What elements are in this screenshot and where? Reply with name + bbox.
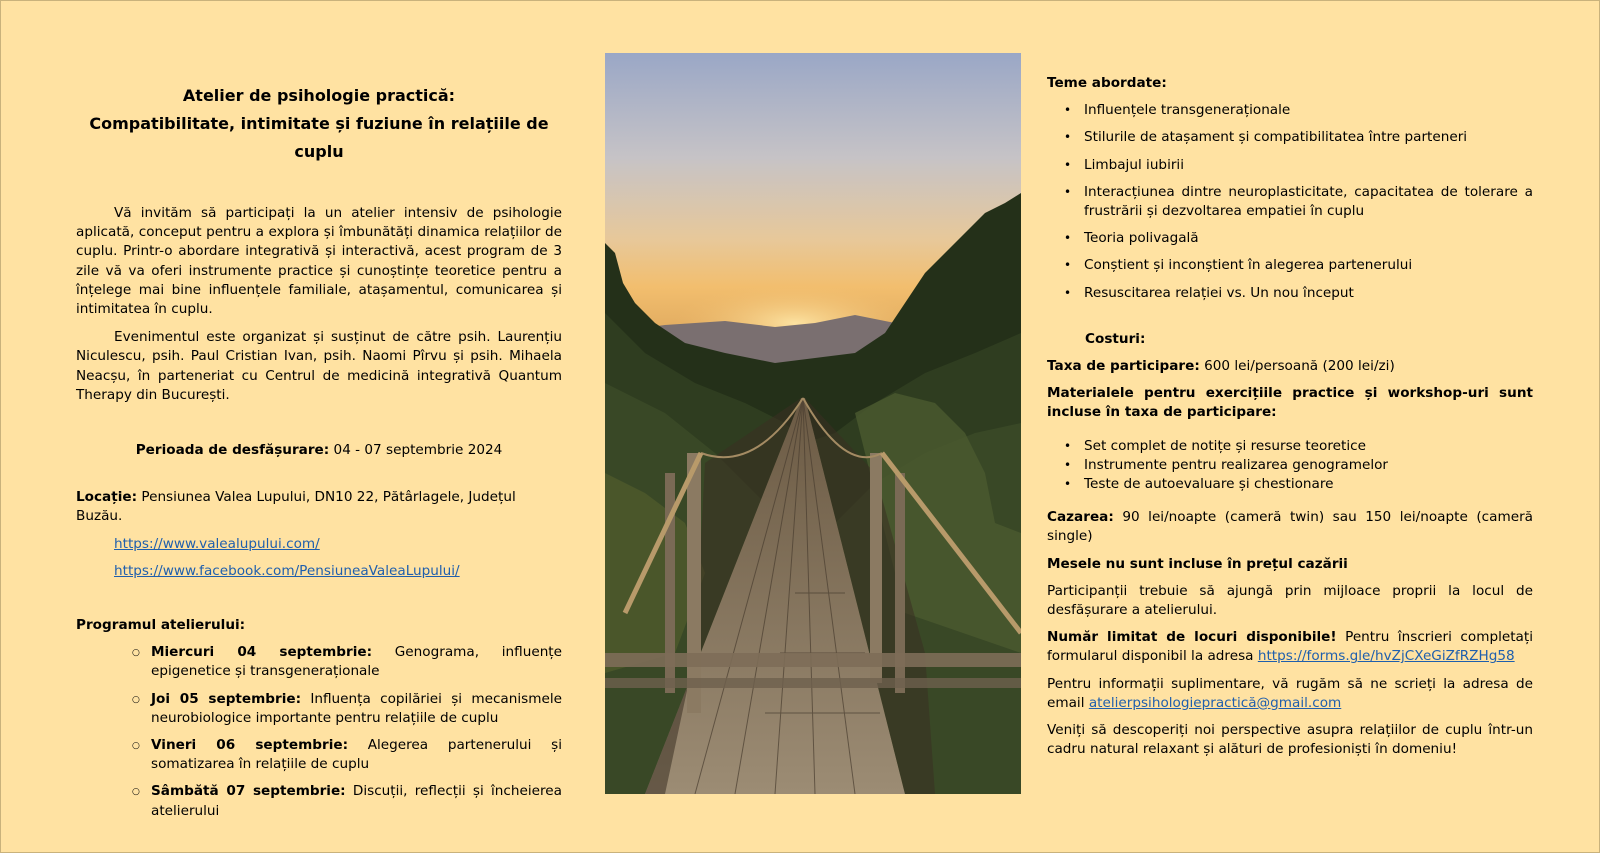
materials-list <box>1047 437 1533 495</box>
circle-bullet-icon: ○ <box>132 648 140 659</box>
bridge-photo <box>605 53 1021 794</box>
organizers-paragraph: Evenimentul este organizat și susținut de către psih. Laurențiu Niculescu, psih. Paul Cristian Ivan, psih. Naomi Pîrvu și psih. Mihaela Neacșu, în parteneriat cu Centrul de medicină integrativă Quantum Therapy din București. <box>76 329 562 403</box>
left-column <box>76 80 562 829</box>
intro-paragraph: Vă invităm să participați la un atelier intensiv de psihologie aplicată, conceput pentru a explora și îmbunătăți dinamica relațiilor de cuplu. Printr-o abordare integrativă și interactivă, acest program de 3 zile vă va oferi instrumente practice și cunoștințe teoretice pentru a înțelege mai bine influențele familiale, atașamentul, comunicarea și intimitatea în cuplu. <box>76 205 562 318</box>
circle-bullet-icon: ○ <box>132 694 140 705</box>
form-link[interactable]: https://forms.gle/hvZjCXeGiZfRZHg58 <box>1257 648 1515 665</box>
period-label: Perioada de desfășurare: <box>135 442 330 459</box>
transport-note: Participanții trebuie să ajungă prin mijloace proprii la locul de desfășurare a atelierului. <box>1047 582 1533 619</box>
circle-bullet-icon: ○ <box>132 741 140 752</box>
period-line <box>76 441 562 460</box>
topic-item: • Resuscitarea relației vs. Un nou început <box>1084 284 1533 303</box>
fee-line <box>1047 357 1533 376</box>
topic-item: • Influențele transgeneraționale <box>1084 101 1533 120</box>
meals-note: Mesele nu sunt incluse în prețul cazării <box>1047 555 1348 572</box>
program-item <box>132 736 562 774</box>
facebook-link[interactable]: https://www.facebook.com/PensiuneaValeaLupului/ <box>114 562 460 579</box>
program-item <box>132 643 562 681</box>
program-text: Influența copilăriei și mecanismele neurobiologice importante pentru relațiile de cuplu <box>151 690 562 726</box>
material-item: • Teste de autoevaluare și chestionare <box>1084 475 1533 494</box>
topic-item: • Teoria polivagală <box>1084 229 1533 248</box>
limited-text: Pentru înscrieri completați formularul disponibil la adresa <box>1047 629 1533 665</box>
period-value: 04 - 07 septembrie 2024 <box>329 442 503 459</box>
program-day: Miercuri 04 septembrie: <box>151 644 373 661</box>
program-day: Sâmbătă 07 septembrie: <box>151 783 346 800</box>
site-link-line <box>114 535 562 554</box>
program-title: Programul atelierului: <box>76 617 246 634</box>
costs-title: Costuri: <box>1085 330 1146 347</box>
topics-title: Teme abordate: <box>1047 75 1167 91</box>
program-list <box>76 643 562 821</box>
circle-bullet-icon: ○ <box>132 787 140 798</box>
title-line-2: Compatibilitate, intimitate și fuziune în relațiile de cuplu <box>89 114 549 161</box>
bullet-icon: • <box>1064 231 1072 246</box>
site-link[interactable]: https://www.valealupului.com/ <box>114 535 320 552</box>
bullet-icon: • <box>1064 184 1072 199</box>
topic-item: • Conștient și inconștient în alegerea partenerului <box>1084 256 1533 275</box>
bullet-icon: • <box>1064 103 1072 118</box>
program-text: Alegerea partenerului și somatizarea în relațiile de cuplu <box>151 737 562 773</box>
bullet-icon: • <box>1064 438 1072 453</box>
lodging-label: Cazarea: <box>1047 509 1114 526</box>
topic-item: • Stilurile de atașament și compatibilitatea între parteneri <box>1084 128 1533 147</box>
bullet-icon: • <box>1064 285 1072 300</box>
topics-list <box>1047 101 1533 303</box>
fee-value: 600 lei/persoană (200 lei/zi) <box>1199 358 1395 375</box>
email-link[interactable]: atelierpsihologiepractică@gmail.com <box>1088 694 1342 711</box>
lodging-line <box>1047 508 1533 546</box>
program-text: Discuții, reflecții și încheierea atelierului <box>151 783 563 819</box>
bullet-icon: • <box>1064 477 1072 492</box>
bullet-icon: • <box>1064 157 1072 172</box>
program-item <box>132 690 562 728</box>
location-label: Locație: <box>76 489 138 506</box>
limited-label: Număr limitat de locuri disponibile! <box>1047 629 1337 646</box>
right-column <box>1047 74 1533 759</box>
facebook-link-line <box>114 562 562 581</box>
closing-line: Veniți să descoperiți noi perspective asupra relațiilor de cuplu într-un cadru natural relaxant și alături de profesioniști în domeniu! <box>1047 722 1533 758</box>
fee-label: Taxa de participare: <box>1047 358 1200 375</box>
title-line-1: Atelier de psihologie practică: <box>182 86 456 105</box>
info-text: Pentru informații suplimentare, vă rugăm să ne scrieți la adresa de email <box>1047 675 1533 711</box>
material-item: • Instrumente pentru realizarea genogramelor <box>1084 456 1533 475</box>
materials-title: Materialele pentru exercițiile practice și workshop-uri sunt incluse în taxa de participare: <box>1047 385 1533 421</box>
bullet-icon: • <box>1064 258 1072 273</box>
bullet-icon: • <box>1064 457 1072 472</box>
program-day: Joi 05 septembrie: <box>151 690 302 707</box>
limited-seats-line <box>1047 628 1533 666</box>
location-value: Pensiunea Valea Lupului, DN10 22, Pătârlagele, Județul Buzău. <box>76 489 516 525</box>
lodging-value: 90 lei/noapte (cameră twin) sau 150 lei/noapte (cameră single) <box>1047 509 1533 545</box>
info-line <box>1047 675 1533 713</box>
program-day: Vineri 06 septembrie: <box>151 737 349 754</box>
program-text: Genograma, influențe epigenetice și transgeneraționale <box>151 644 562 680</box>
program-item <box>132 782 563 820</box>
bullet-icon: • <box>1064 130 1072 145</box>
topic-item: • Limbajul iubirii <box>1084 156 1533 175</box>
topic-item: • Interacțiunea dintre neuroplasticitate, capacitatea de tolerare a frustrării și dezvoltarea empatiei în cuplu <box>1064 183 1533 220</box>
material-item: • Set complet de notițe și resurse teoretice <box>1084 437 1533 456</box>
suspension-bridge-sunset-icon <box>605 53 1021 794</box>
location-line <box>76 488 562 526</box>
